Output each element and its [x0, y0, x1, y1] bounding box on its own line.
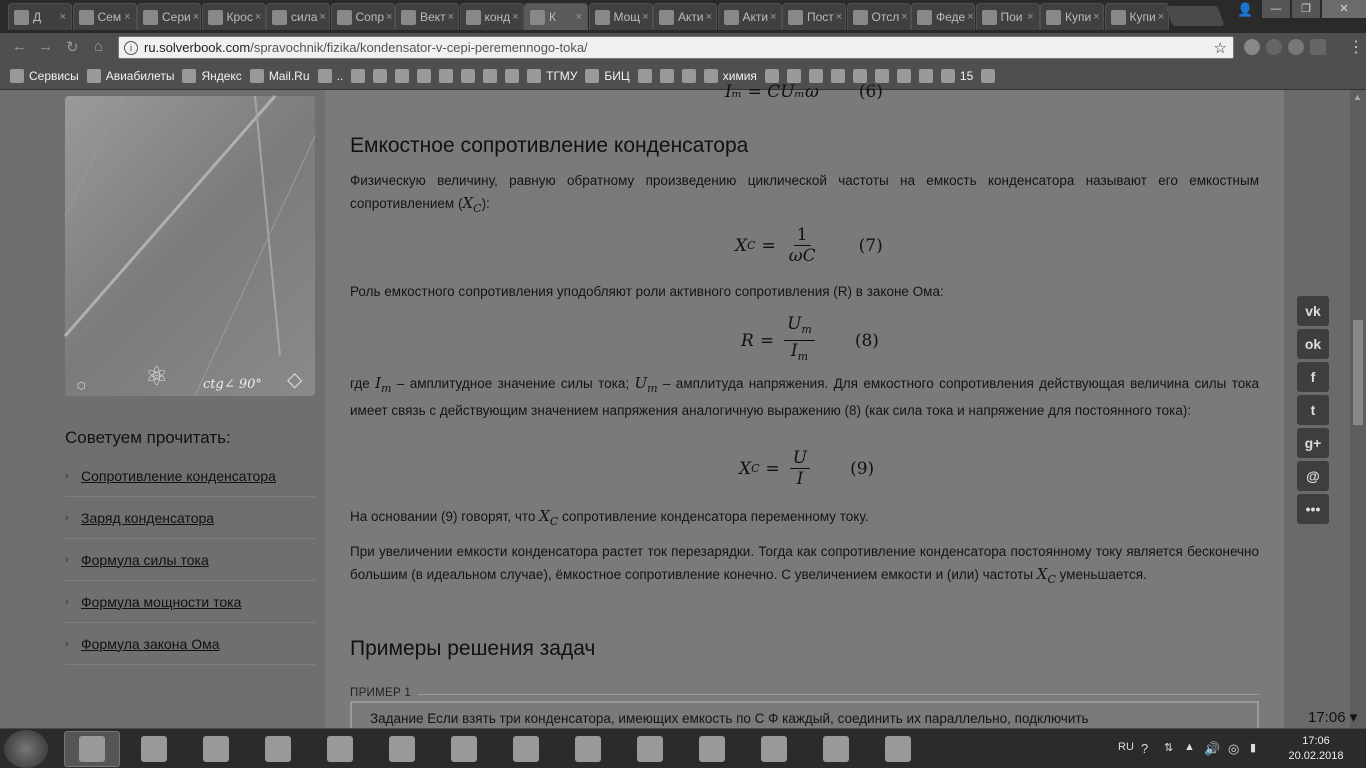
bookmark-item[interactable] — [182, 69, 241, 83]
taskbar-app[interactable] — [746, 731, 802, 767]
bookmark-item[interactable] — [373, 69, 387, 83]
tab-title: Сопр — [355, 10, 385, 24]
vk-icon — [373, 69, 387, 83]
bookmark-item[interactable] — [527, 69, 577, 83]
twitter-icon[interactable]: t — [1297, 395, 1329, 425]
network-icon[interactable]: ⇅ — [1164, 742, 1174, 754]
sidebar-link[interactable]: Формула силы тока — [81, 551, 209, 568]
tab-close-icon[interactable]: × — [192, 11, 200, 23]
tab[interactable] — [1105, 3, 1169, 30]
calc-icon — [337, 10, 352, 25]
chat-icon — [14, 10, 29, 25]
atom-icon: ⚛ — [145, 361, 169, 391]
powerpoint-icon — [637, 736, 663, 762]
task-text: Задание Если взять три конденсатора, имеющих емкость по С Ф каждый, соединить их параллельно, подключить — [370, 711, 1089, 726]
windows-icon — [765, 69, 779, 83]
tab[interactable] — [8, 3, 72, 30]
sidebar-item — [65, 497, 315, 539]
formula-9: X C = $\frac{U}{I}$ (9) — [739, 448, 875, 489]
equation-number: (6) — [858, 82, 883, 102]
text: На основании (9) говорят, что — [350, 509, 540, 524]
doc-icon — [982, 10, 997, 25]
paragraph: Роль емкостного сопротивления уподобляют роли активного сопротивления (R) в законе Ома: — [350, 284, 944, 299]
url-text[interactable]: ru.solverbook.com/spravochnik/fizika/kondensator-v-cepi-peremennogo-toka/ — [144, 40, 588, 55]
paragraph — [350, 372, 1259, 422]
text: где — [350, 376, 376, 391]
taskbar-app[interactable] — [622, 731, 678, 767]
bookmark-item[interactable] — [919, 69, 933, 83]
tab-title: Сери — [162, 10, 191, 24]
scrollbar[interactable] — [1350, 90, 1366, 728]
bookmark-item[interactable] — [87, 69, 175, 83]
forward-icon[interactable]: → — [38, 38, 53, 55]
fraction-numerator: $U_m$ — [784, 314, 815, 341]
steam-icon — [203, 736, 229, 762]
battery-icon[interactable]: ▮ — [1250, 742, 1257, 754]
f-icon — [208, 10, 223, 25]
tab[interactable] — [653, 3, 717, 30]
tab-close-icon[interactable]: × — [967, 11, 974, 23]
bookmarks-bar — [0, 62, 1366, 90]
bookmark-label: БИЦ — [604, 68, 630, 83]
close-window-button[interactable]: ✕ — [1322, 0, 1366, 18]
vk-icon — [79, 10, 94, 25]
xc-symbol: $X_C$ — [462, 194, 482, 215]
taskbar-clock[interactable] — [1286, 734, 1346, 764]
blank-icon — [466, 10, 481, 25]
user-icon[interactable]: 👤 — [1237, 2, 1254, 17]
tab-title: Отсл — [871, 10, 900, 24]
yandex-icon — [182, 69, 196, 83]
formula-subscript: C — [751, 462, 760, 475]
youtube-icon — [395, 69, 409, 83]
tab[interactable] — [911, 3, 975, 30]
chrome-icon — [79, 736, 105, 762]
tab[interactable] — [73, 3, 137, 30]
equation-number: (9) — [850, 458, 875, 479]
text: При увеличении емкости конденсатора растет ток перезарядки. Тогда как сопротивление конденсатора постоянному току является бесконечно большим (в идеальном случае), ёмкостное сопротивление конечно. С увеличением емкости и (или) частоты — [350, 544, 1259, 582]
book-icon — [530, 10, 545, 25]
fraction-denominator: I — [796, 469, 804, 489]
tab[interactable] — [718, 3, 782, 30]
tab-title: К — [549, 10, 556, 24]
vk-icon — [897, 69, 911, 83]
taskbar-app[interactable] — [312, 731, 368, 767]
bio-icon — [505, 69, 519, 83]
book-icon — [439, 69, 453, 83]
sync-icon[interactable]: ◎ — [1228, 741, 1240, 756]
b-icon — [831, 69, 845, 83]
s-icon — [875, 69, 889, 83]
google-plus-icon[interactable]: g+ — [1297, 428, 1329, 458]
equation-number: (8) — [854, 330, 879, 351]
tab[interactable] — [589, 3, 653, 30]
bookmark-star-icon[interactable]: ☆ — [1213, 40, 1227, 57]
browser-toolbar — [0, 33, 1366, 62]
tab-close-icon[interactable]: × — [319, 11, 326, 23]
pocket-icon — [417, 69, 431, 83]
clock-date: 20.02.2018 — [1288, 750, 1344, 762]
tab[interactable] — [1040, 3, 1104, 30]
extension-icon[interactable] — [1244, 39, 1260, 55]
vk-icon[interactable]: vk — [1297, 296, 1329, 326]
language-indicator[interactable]: RU — [1118, 741, 1134, 753]
bookmark-item[interactable] — [585, 69, 629, 83]
formula-subscript: C — [747, 239, 756, 252]
bookmark-item[interactable] — [483, 69, 497, 83]
tab-close-icon[interactable]: × — [1027, 11, 1034, 23]
cube-icon: ◇ — [287, 369, 303, 391]
clock-time: 17:06 — [1302, 735, 1330, 747]
bookmark-label: Яндекс — [201, 68, 242, 83]
apps-icon — [461, 69, 475, 83]
bookmark-item[interactable] — [981, 69, 995, 83]
image-icon — [704, 69, 718, 83]
site-banner — [65, 96, 315, 396]
tab[interactable] — [847, 3, 911, 30]
formula-8: R = $\frac{U_m}{I_m}$ (8) — [741, 314, 879, 367]
at-icon — [250, 69, 264, 83]
fraction-numerator: U — [790, 448, 810, 469]
xc-symbol: $X_C$ — [1036, 565, 1056, 586]
minimize-button[interactable]: — — [1262, 0, 1290, 18]
bookmark-item[interactable] — [417, 69, 431, 83]
back-icon[interactable]: ← — [12, 38, 27, 55]
control-panel-icon — [823, 736, 849, 762]
paragraph — [350, 541, 1259, 591]
chevron-right-icon: › — [65, 637, 69, 650]
restore-button[interactable]: ❐ — [1292, 0, 1320, 18]
bookmark-item[interactable] — [318, 69, 344, 83]
tab-title: Пои — [1000, 10, 1023, 24]
doc-icon — [853, 69, 867, 83]
tab[interactable] — [331, 3, 395, 30]
bookmark-label: ТГМУ — [546, 68, 578, 83]
tab-close-icon[interactable]: × — [1093, 11, 1100, 23]
tab-close-icon[interactable]: × — [642, 11, 649, 23]
bookmark-item[interactable] — [853, 69, 867, 83]
sidebar-link[interactable]: Сопротивление конденсатора — [81, 467, 276, 484]
tab[interactable] — [137, 3, 201, 30]
sidebar-links — [65, 455, 315, 665]
s-icon — [809, 69, 823, 83]
music-icon — [638, 69, 652, 83]
sidebar-item — [65, 581, 315, 623]
start-button[interactable] — [4, 730, 48, 768]
dot-icon — [981, 69, 995, 83]
volume-icon[interactable]: 🔊 — [1204, 741, 1221, 756]
taskbar-app[interactable] — [870, 731, 926, 767]
bookmark-item[interactable] — [875, 69, 889, 83]
m-icon — [595, 10, 610, 25]
video-icon — [919, 69, 933, 83]
new-tab-button[interactable] — [1165, 6, 1224, 26]
sidebar-link[interactable]: Формула мощности тока — [81, 593, 242, 610]
fraction-denominator: $I_m$ — [790, 341, 809, 363]
home-icon[interactable]: ⌂ — [94, 38, 104, 55]
tab-title: Акти — [742, 10, 769, 24]
k-icon — [659, 10, 674, 25]
extension-icon[interactable] — [1266, 39, 1282, 55]
formula-symbol: X — [739, 458, 752, 479]
yandex-icon — [351, 69, 365, 83]
tab-close-icon[interactable]: × — [575, 11, 582, 23]
printer-icon — [265, 736, 291, 762]
text: уменьшается. — [1055, 567, 1147, 582]
taskbar-app[interactable] — [64, 731, 120, 767]
bookmark-label: Авиабилеты — [105, 68, 175, 83]
bookmark-item[interactable] — [897, 69, 911, 83]
sidebar-item — [65, 539, 315, 581]
tab-title: Крос — [226, 10, 253, 24]
tab-title: Д — [33, 10, 42, 24]
odnoklassniki-icon[interactable]: ok — [1297, 329, 1329, 359]
plane-icon — [87, 69, 101, 83]
tab-title: Купи — [1129, 10, 1156, 24]
tab[interactable] — [976, 3, 1040, 30]
text: Физическую величину, равную обратному произведению циклической частоты на емкость конденсатора называют его емкостным сопротивлением ( — [350, 173, 1259, 211]
info-icon[interactable]: i — [124, 41, 138, 55]
scrollbar-thumb[interactable] — [1353, 320, 1363, 425]
facebook-icon[interactable]: f — [1297, 362, 1329, 392]
tab-title: конд — [484, 10, 511, 24]
sidebar-heading: Советуем прочитать: — [65, 428, 231, 447]
pocket-icon — [853, 10, 868, 25]
bookmark-item[interactable] — [660, 69, 674, 83]
bookmark-label: Сервисы — [29, 68, 79, 83]
taskbar — [0, 728, 1366, 768]
email-icon[interactable]: @ — [1297, 461, 1329, 491]
tab-title: Акти — [678, 10, 704, 24]
bookmark-item[interactable] — [10, 69, 79, 83]
tab-close-icon[interactable]: × — [512, 11, 519, 23]
im-symbol: $I_m$ — [375, 374, 392, 395]
section-title: Примеры решения задач — [350, 637, 596, 660]
excel-icon — [451, 736, 477, 762]
address-bar[interactable] — [118, 36, 1234, 59]
more-icon[interactable]: ••• — [1297, 494, 1329, 524]
tab[interactable] — [524, 3, 588, 30]
bookmark-item[interactable] — [682, 69, 696, 83]
apps-grid-icon — [10, 69, 24, 83]
tab-title: Купи — [1065, 10, 1092, 24]
tab-close-icon[interactable]: × — [770, 11, 777, 23]
example-label: ПРИМЕР 1 — [350, 687, 412, 699]
text: – амплитудное значение силы тока; — [391, 376, 635, 391]
divider — [418, 694, 1259, 695]
word-icon — [699, 736, 725, 762]
tab-close-icon[interactable]: × — [835, 11, 843, 23]
bookmark-item[interactable] — [505, 69, 519, 83]
tab-close-icon[interactable]: × — [124, 11, 131, 23]
bookmark-label: 15 — [959, 68, 974, 83]
tab-close-icon[interactable]: × — [901, 11, 908, 23]
tray-expand-icon[interactable]: ▲ — [1184, 741, 1195, 753]
taskbar-app[interactable] — [436, 731, 492, 767]
taskbar-app[interactable] — [560, 731, 616, 767]
image-icon — [272, 10, 287, 25]
chevron-right-icon: › — [65, 553, 69, 566]
sidebar-item — [65, 455, 315, 497]
bookmark-item[interactable] — [461, 69, 475, 83]
tab[interactable] — [202, 3, 266, 30]
tab-title: Вект — [420, 10, 446, 24]
tab-close-icon[interactable]: × — [386, 11, 393, 23]
molecule-icon: ⬡ — [77, 381, 86, 392]
scroll-up-icon[interactable]: ▲ — [1353, 92, 1362, 102]
tab-strip — [0, 0, 1366, 33]
dot-icon — [917, 10, 932, 25]
um-symbol: $U_m$ — [634, 374, 658, 395]
tab-close-icon[interactable]: × — [1157, 11, 1165, 23]
paragraph — [350, 505, 1259, 533]
text: ): — [481, 196, 490, 211]
text: сопротивление конденсатора переменному току. — [558, 509, 869, 524]
bookmark-item[interactable] — [351, 69, 365, 83]
viber-icon — [327, 736, 353, 762]
taskbar-app[interactable] — [374, 731, 430, 767]
formula-6 — [725, 82, 883, 102]
bookmark-item[interactable] — [787, 69, 801, 83]
menu-icon[interactable]: ⋮ — [1348, 39, 1364, 56]
tab[interactable] — [266, 3, 330, 30]
web-page — [0, 82, 1366, 728]
ctg-label: ctg∠ 90° — [203, 377, 262, 392]
mask-icon — [143, 10, 158, 25]
blank-icon — [527, 69, 541, 83]
paragraph — [350, 170, 1259, 220]
onenote-clip-icon — [389, 736, 415, 762]
calculator-icon — [885, 736, 911, 762]
formula-symbol: R — [741, 330, 754, 351]
taskbar-app[interactable] — [684, 731, 740, 767]
tab-close-icon[interactable]: × — [447, 11, 454, 23]
bookmark-item[interactable] — [439, 69, 453, 83]
fraction-numerator: 1 — [794, 225, 811, 246]
help-icon[interactable]: ? — [1141, 741, 1149, 756]
bookmark-item[interactable] — [831, 69, 845, 83]
bookmark-item[interactable] — [250, 69, 310, 83]
chevron-right-icon: › — [65, 595, 69, 608]
banner-icons — [65, 356, 315, 396]
hint-icon — [401, 10, 416, 25]
bookmark-label: химия — [722, 68, 757, 83]
tab-title: Феде — [936, 10, 966, 24]
formula-symbol: X — [735, 235, 748, 256]
tab-close-icon[interactable]: × — [59, 11, 66, 23]
bookmark-item[interactable] — [704, 69, 757, 83]
blank-icon — [724, 10, 739, 25]
bookmark-label: .. — [336, 68, 344, 83]
sidebar — [0, 90, 325, 728]
formula-7: X C = $\frac{1}{\omega C}$ (7) — [735, 225, 883, 266]
bookmark-label: Mail.Ru — [268, 68, 310, 83]
tab[interactable] — [782, 3, 846, 30]
xc-symbol: $X_C$ — [539, 507, 559, 528]
tag-icon — [1046, 10, 1061, 25]
tab-title: Пост — [807, 10, 834, 24]
word-icon — [141, 736, 167, 762]
banner-rays — [65, 96, 315, 396]
taskbar-app[interactable] — [126, 731, 182, 767]
text: – амплитуда напряжения. Для емкостного сопротивления действующая величина силы тока имеет связь с действующим значением напряжения аналогичную выражению (8) (как сила тока и напряжение для постоянного тока): — [350, 376, 1259, 418]
bookmark-item[interactable] — [765, 69, 779, 83]
tab-title: Мощ — [613, 10, 641, 24]
tab-title: сила — [291, 10, 318, 24]
cloud-icon — [787, 69, 801, 83]
equation-number: (7) — [858, 235, 883, 256]
sidebar-item — [65, 623, 315, 665]
onenote-icon — [513, 736, 539, 762]
taskbar-app[interactable] — [498, 731, 554, 767]
sidebar-link[interactable]: Заряд конденсатора — [81, 509, 215, 526]
article-content — [325, 82, 1284, 728]
bookmark-item[interactable] — [809, 69, 823, 83]
taskbar-app[interactable] — [188, 731, 244, 767]
sidebar-link[interactable]: Формула закона Ома — [81, 635, 220, 652]
counter-icon — [941, 69, 955, 83]
skype-icon — [761, 736, 787, 762]
dns-icon — [483, 69, 497, 83]
extension-icon[interactable] — [1288, 39, 1304, 55]
formula-6-expr: Iₘ = CUₘω — [725, 82, 819, 102]
outlook-icon — [575, 736, 601, 762]
doc-icon — [585, 69, 599, 83]
graph-icon — [660, 69, 674, 83]
chevron-right-icon: › — [65, 469, 69, 482]
bookmark-item[interactable] — [395, 69, 409, 83]
leaf-icon — [682, 69, 696, 83]
dots-icon — [318, 69, 332, 83]
taskbar-app[interactable] — [250, 731, 306, 767]
fraction-denominator: ωC — [788, 246, 816, 266]
bookmark-item[interactable] — [638, 69, 652, 83]
tab-close-icon[interactable]: × — [254, 11, 262, 23]
reload-icon[interactable]: ↻ — [66, 39, 79, 56]
extension-icon[interactable] — [1310, 39, 1326, 55]
bookmark-item[interactable] — [941, 69, 973, 83]
chevron-right-icon: › — [65, 511, 69, 524]
taskbar-app[interactable] — [808, 731, 864, 767]
section-title: Емкостное сопротивление конденсатора — [350, 134, 749, 157]
tab[interactable] — [460, 3, 524, 30]
tab[interactable] — [395, 3, 459, 30]
spinner-icon — [788, 10, 803, 25]
tab-title: Сем — [97, 10, 122, 24]
tag-icon — [1111, 10, 1126, 25]
overlay-clock: 17:06 ▾ — [1308, 709, 1358, 726]
tab-close-icon[interactable]: × — [705, 11, 713, 23]
